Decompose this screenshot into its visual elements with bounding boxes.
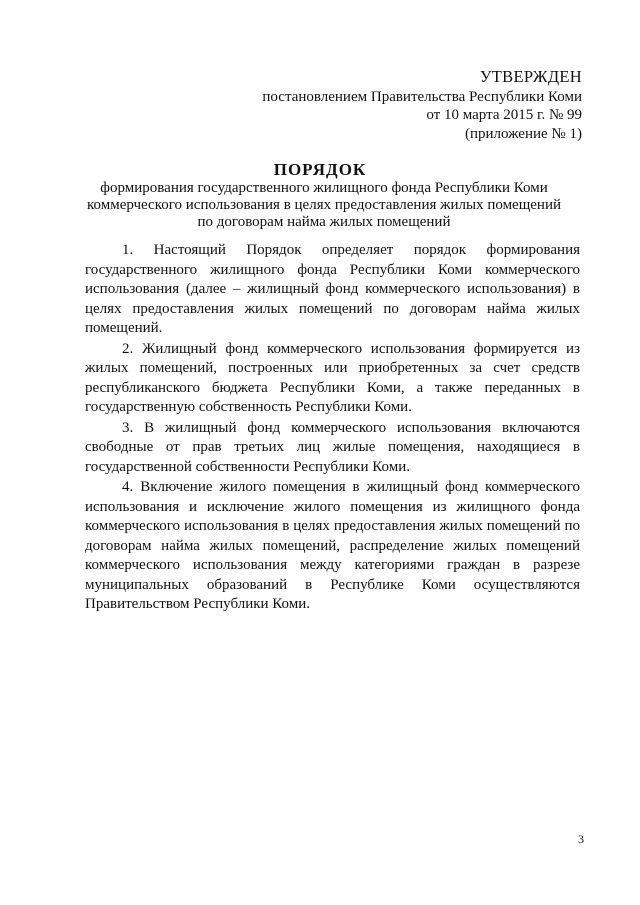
- subtitle-line-2: коммерческого использования в целях предоставления жилых помещений: [86, 197, 562, 213]
- document-subtitle: [85, 180, 563, 231]
- subtitle-line-3: по договорам найма жилых помещений: [197, 214, 451, 230]
- paragraph-2: 2. Жилищный фонд коммерческого использования формируется из жилых помещений, построенных или приобретенных за счет средств республиканского бюджета Республики Коми, а также переданных в государственную собственность Республики Коми.: [85, 340, 580, 415]
- document-body: [85, 241, 580, 616]
- approval-heading: УТВЕРЖДЕН: [479, 67, 582, 86]
- approval-line-3: (приложение № 1): [464, 125, 582, 142]
- paragraph-3: 3. В жилищный фонд коммерческого использования включаются свободные от прав третьих лиц жилые помещения, находящиеся в государственной собственности Республики Коми.: [85, 419, 580, 475]
- paragraph-4: 4. Включение жилого помещения в жилищный фонд коммерческого использования и исключение жилого помещения из жилищного фонда коммерческого использования в целях предоставления жилых помещений по договорам найма жилых помещений, распределение жилых помещений коммерческого использования между категориями граждан в разрезе муниципальных образований в Республике Коми осуществляются Правительством Республики Коми.: [85, 479, 580, 612]
- document-title: ПОРЯДОК: [273, 160, 367, 179]
- approval-line-1: постановлением Правительства Республики Коми: [262, 88, 582, 105]
- approval-line-2: от 10 марта 2015 г. № 99: [426, 107, 582, 123]
- approval-stamp: [262, 68, 582, 143]
- paragraph-1: 1. Настоящий Порядок определяет порядок формирования государственного жилищного фонда Республики Коми коммерческого использования (далее – жилищный фонд коммерческого использования) в целях предоставления жилых помещений по договорам найма жилых помещений.: [85, 242, 580, 336]
- page-number: 3: [578, 832, 584, 846]
- subtitle-line-1: формирования государственного жилищного фонда Республики Коми: [100, 180, 548, 196]
